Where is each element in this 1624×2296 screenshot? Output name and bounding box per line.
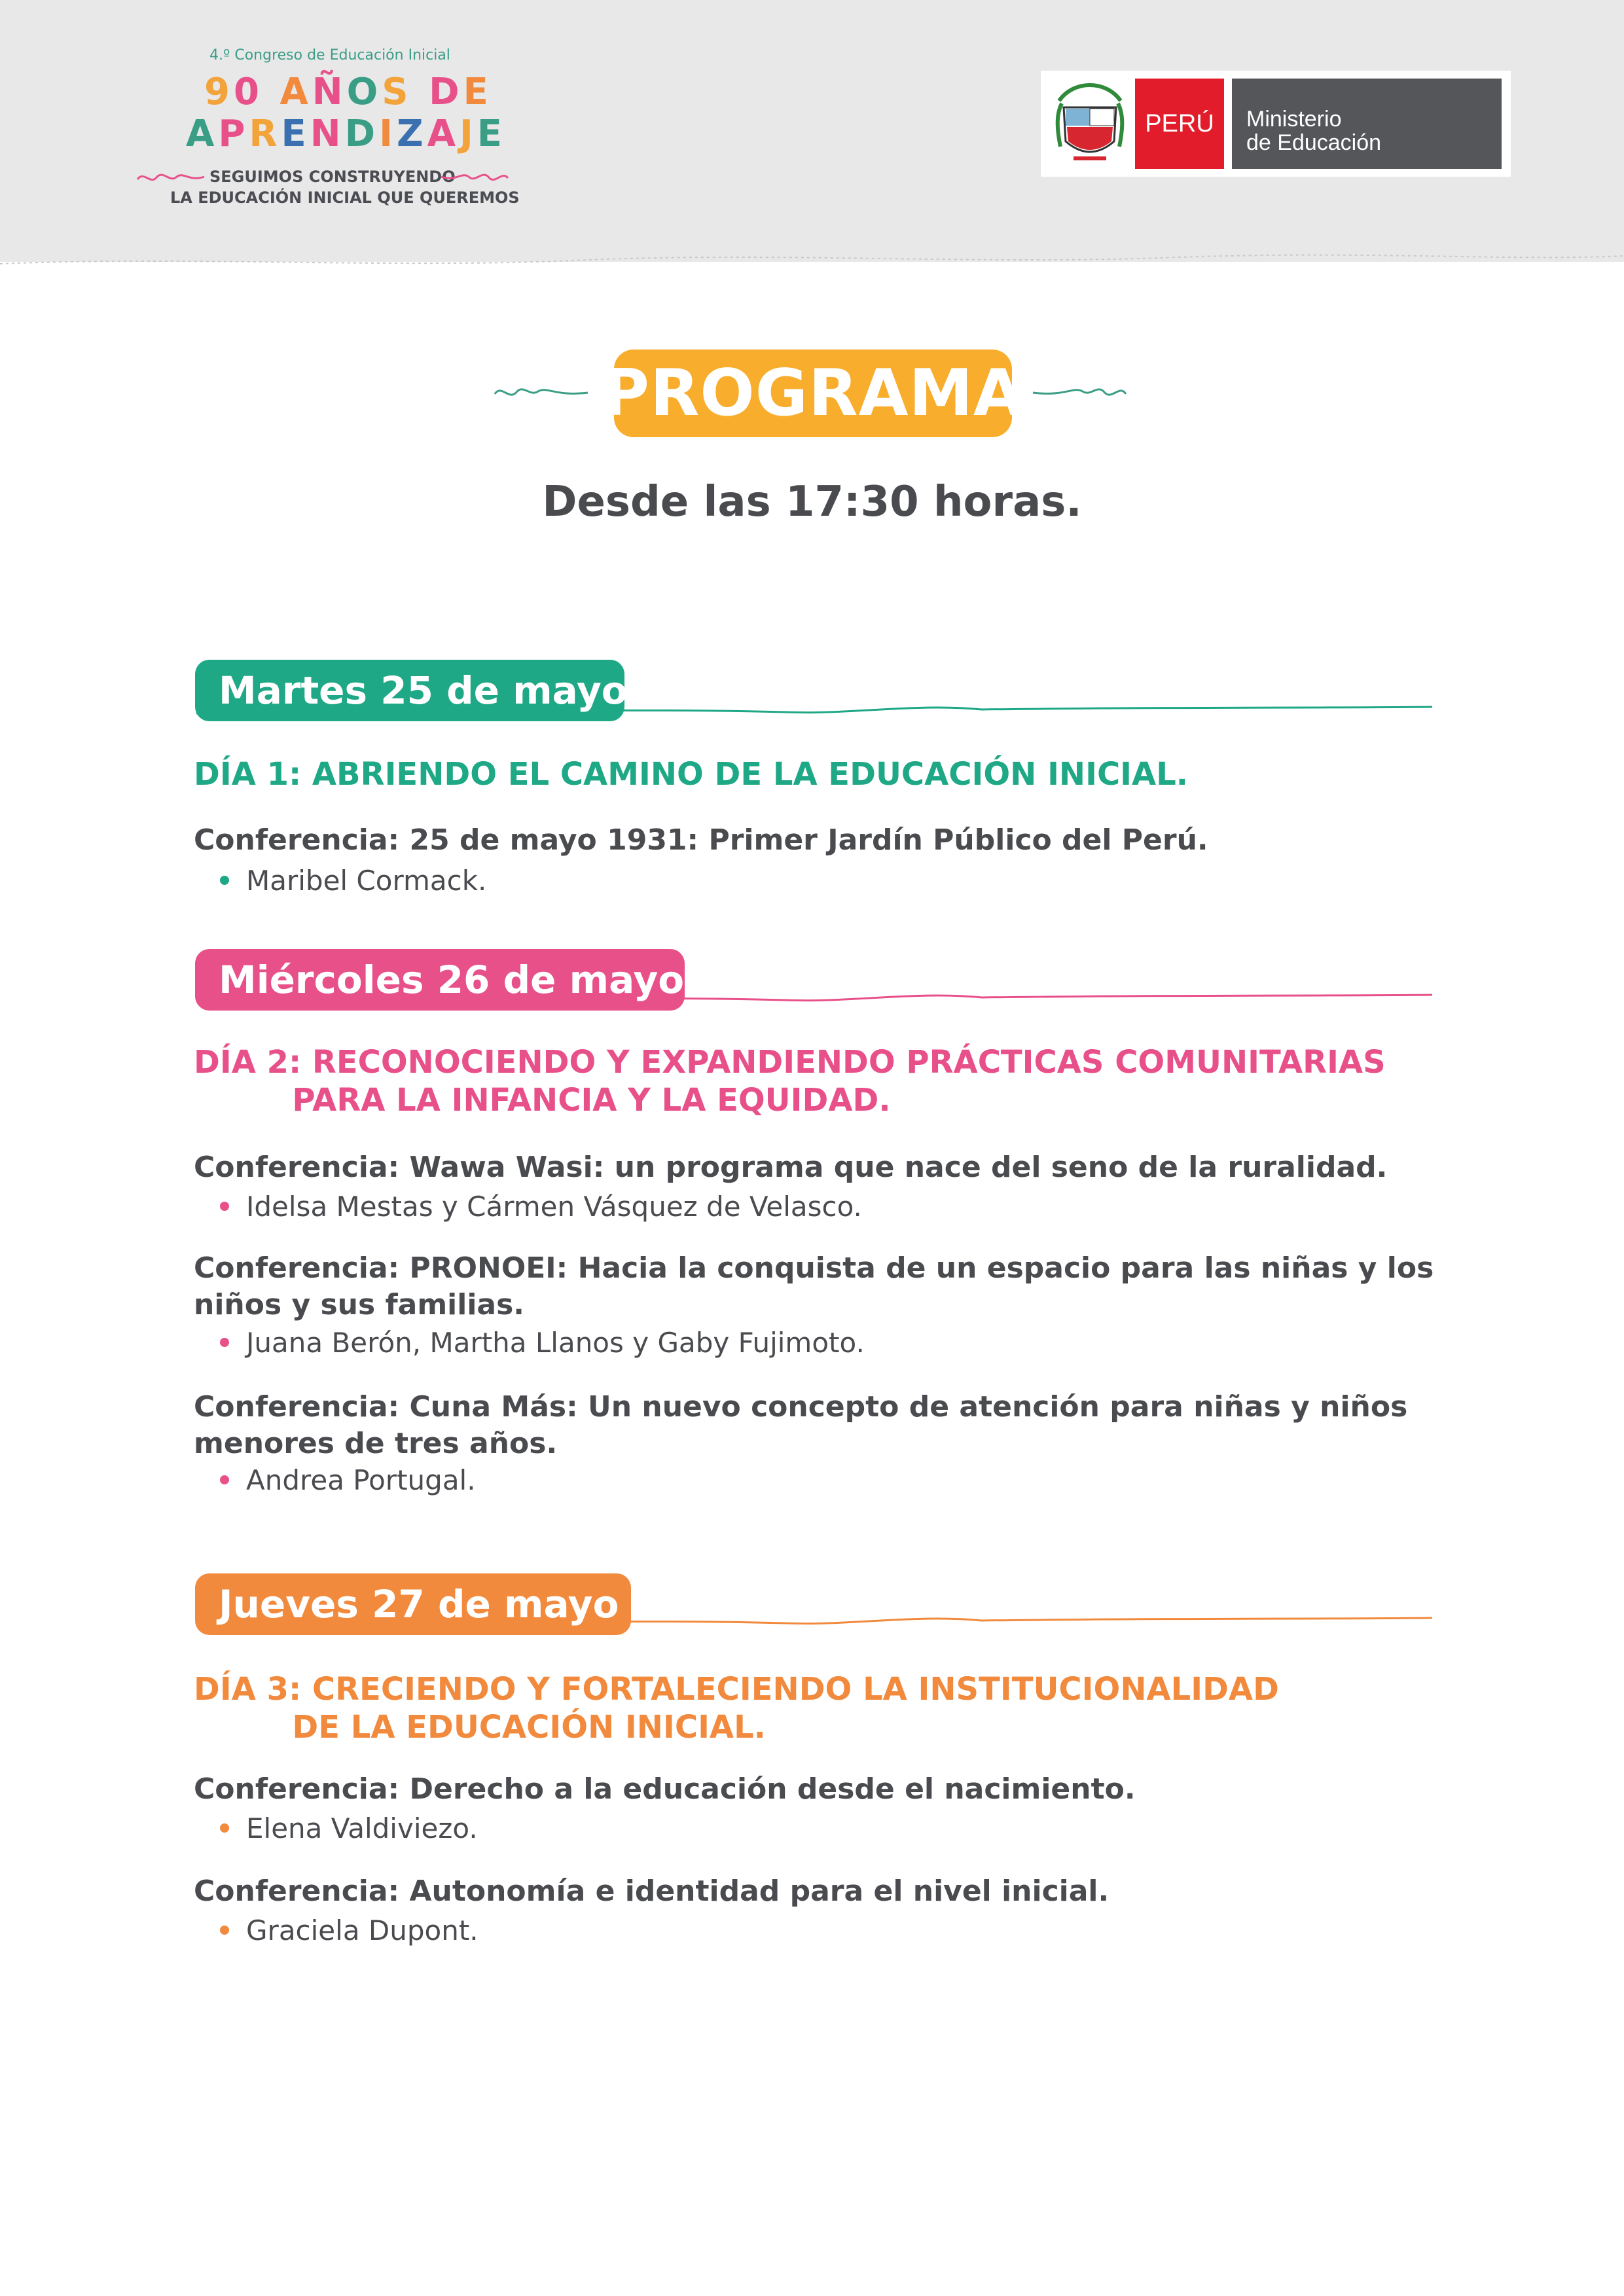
day2-heading: DÍA 2: RECONOCIENDO Y EXPANDIENDO PRÁCTICAS COMUNITARIAS PARA LA INFANCIA Y LA EQUIDAD.	[194, 1044, 1386, 1119]
bullet-icon	[220, 1926, 229, 1935]
logo-tagline-1: SEGUIMOS CONSTRUYENDO	[209, 168, 456, 186]
day1-speaker-1: Maribel Cormack.	[220, 864, 486, 898]
peru-label: PERÚ	[1135, 79, 1224, 169]
day3-heading: DÍA 3: CRECIENDO Y FORTALECIENDO LA INSTITUCIONALIDAD DE LA EDUCACIÓN INICIAL.	[194, 1671, 1279, 1746]
day3-conference-2: Conferencia: Autonomía e identidad para el nivel inicial.	[194, 1874, 1110, 1908]
day1-date-pill: Martes 25 de mayo	[195, 660, 624, 721]
day3-date-pill: Jueves 27 de mayo	[195, 1573, 631, 1635]
day1-heading: DÍA 1: ABRIENDO EL CAMINO DE LA EDUCACIÓN INICIAL.	[194, 756, 1189, 793]
bullet-icon	[220, 876, 229, 885]
day2-speaker-1: Idelsa Mestas y Cármen Vásquez de Velasco.	[220, 1190, 862, 1224]
day3-speaker-1: Elena Valdiviezo.	[220, 1812, 478, 1846]
bullet-icon	[220, 1475, 229, 1484]
bullet-icon	[220, 1202, 229, 1211]
day2-conference-1: Conferencia: Wawa Wasi: un programa que nace del seno de la ruralidad.	[194, 1151, 1388, 1184]
programa-swirl-right-icon	[1030, 382, 1128, 402]
day3-speaker-2: Graciela Dupont.	[220, 1914, 478, 1948]
ministry-line-2: de Educación	[1246, 130, 1382, 155]
program-title: PROGRAMA	[614, 350, 1012, 437]
congress-edition: 4.º Congreso de Educación Inicial	[209, 47, 450, 63]
swirl-right-icon	[439, 169, 511, 186]
logo-tagline-2: LA EDUCACIÓN INICIAL QUE QUEREMOS	[170, 188, 520, 207]
day2-date-pill: Miércoles 26 de mayo	[195, 949, 685, 1011]
program-time: Desde las 17:30 horas.	[542, 478, 1082, 526]
day2-conference-3: Conferencia: Cuna Más: Un nuevo concepto de atención para niñas y niños menores de tres años.	[194, 1390, 1408, 1460]
ministry-logo	[1041, 71, 1511, 177]
page-header	[0, 0, 1624, 262]
logo-title-line1: 90 AÑOS DE	[204, 71, 492, 113]
day2-conference-2: Conferencia: PRONOEI: Hacia la conquista de un espacio para las niñas y los niños y sus familias.	[194, 1251, 1434, 1321]
bullet-icon	[220, 1823, 229, 1833]
day3-conference-1: Conferencia: Derecho a la educación desde el nacimiento.	[194, 1772, 1136, 1806]
header-wave-divider	[0, 232, 1624, 278]
congress-logo	[131, 39, 537, 223]
peru-coat-of-arms-icon	[1054, 81, 1126, 166]
day2-speaker-3: Andrea Portugal.	[220, 1463, 476, 1498]
swirl-left-icon	[135, 169, 207, 186]
programa-swirl-left-icon	[492, 382, 590, 402]
ministry-line-1: Ministerio	[1246, 107, 1342, 132]
ministry-name	[1232, 79, 1502, 169]
day2-speaker-2: Juana Berón, Martha Llanos y Gaby Fujimoto.	[220, 1326, 865, 1360]
bullet-icon	[220, 1338, 229, 1347]
day1-conference-1: Conferencia: 25 de mayo 1931: Primer Jardín Público del Perú.	[194, 823, 1208, 857]
logo-title-line2: APRENDIZAJE	[186, 113, 507, 155]
